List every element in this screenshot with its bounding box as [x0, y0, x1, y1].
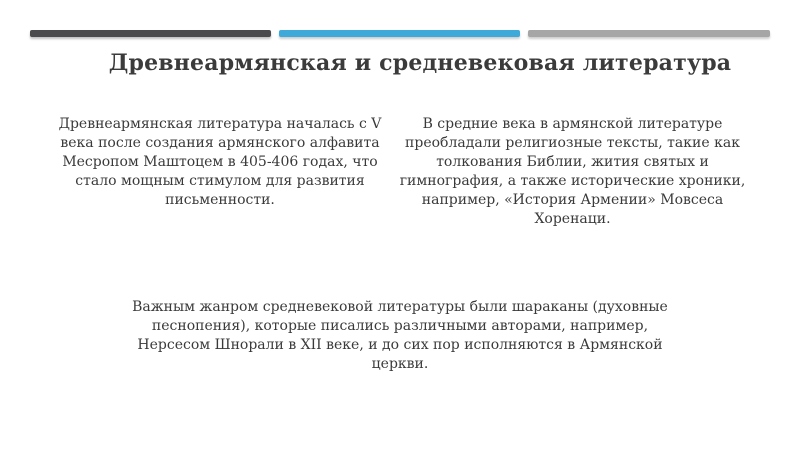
- paragraph-ancient-literature: Древнеармянская литература началась с V века после создания армянского алфавита Месропом Маштоцем в 405-406 годах, что стало мощным стимулом для развития письменности.: [58, 116, 382, 208]
- decor-bar-gray: [528, 30, 770, 37]
- paragraph-medieval-literature: В средние века в армянской литературе преобладали религиозные тексты, такие как толкования Библии, жития святых и гимнография, а также исторические хроники, например, «История Армении» Мовсеса Хоренаци.: [399, 116, 746, 227]
- decor-bar-dark: [30, 30, 271, 37]
- paragraph-sharakans: Важным жанром средневековой литературы были шараканы (духовные песнопения), которые писались различными авторами, например, Нерсесом Шнорали в XII веке, и до сих пор исполняются в Армянской церкви.: [132, 299, 668, 372]
- decor-bar-blue: [279, 30, 520, 37]
- slide-title: Древнеармянская и средневековая литература: [108, 50, 732, 76]
